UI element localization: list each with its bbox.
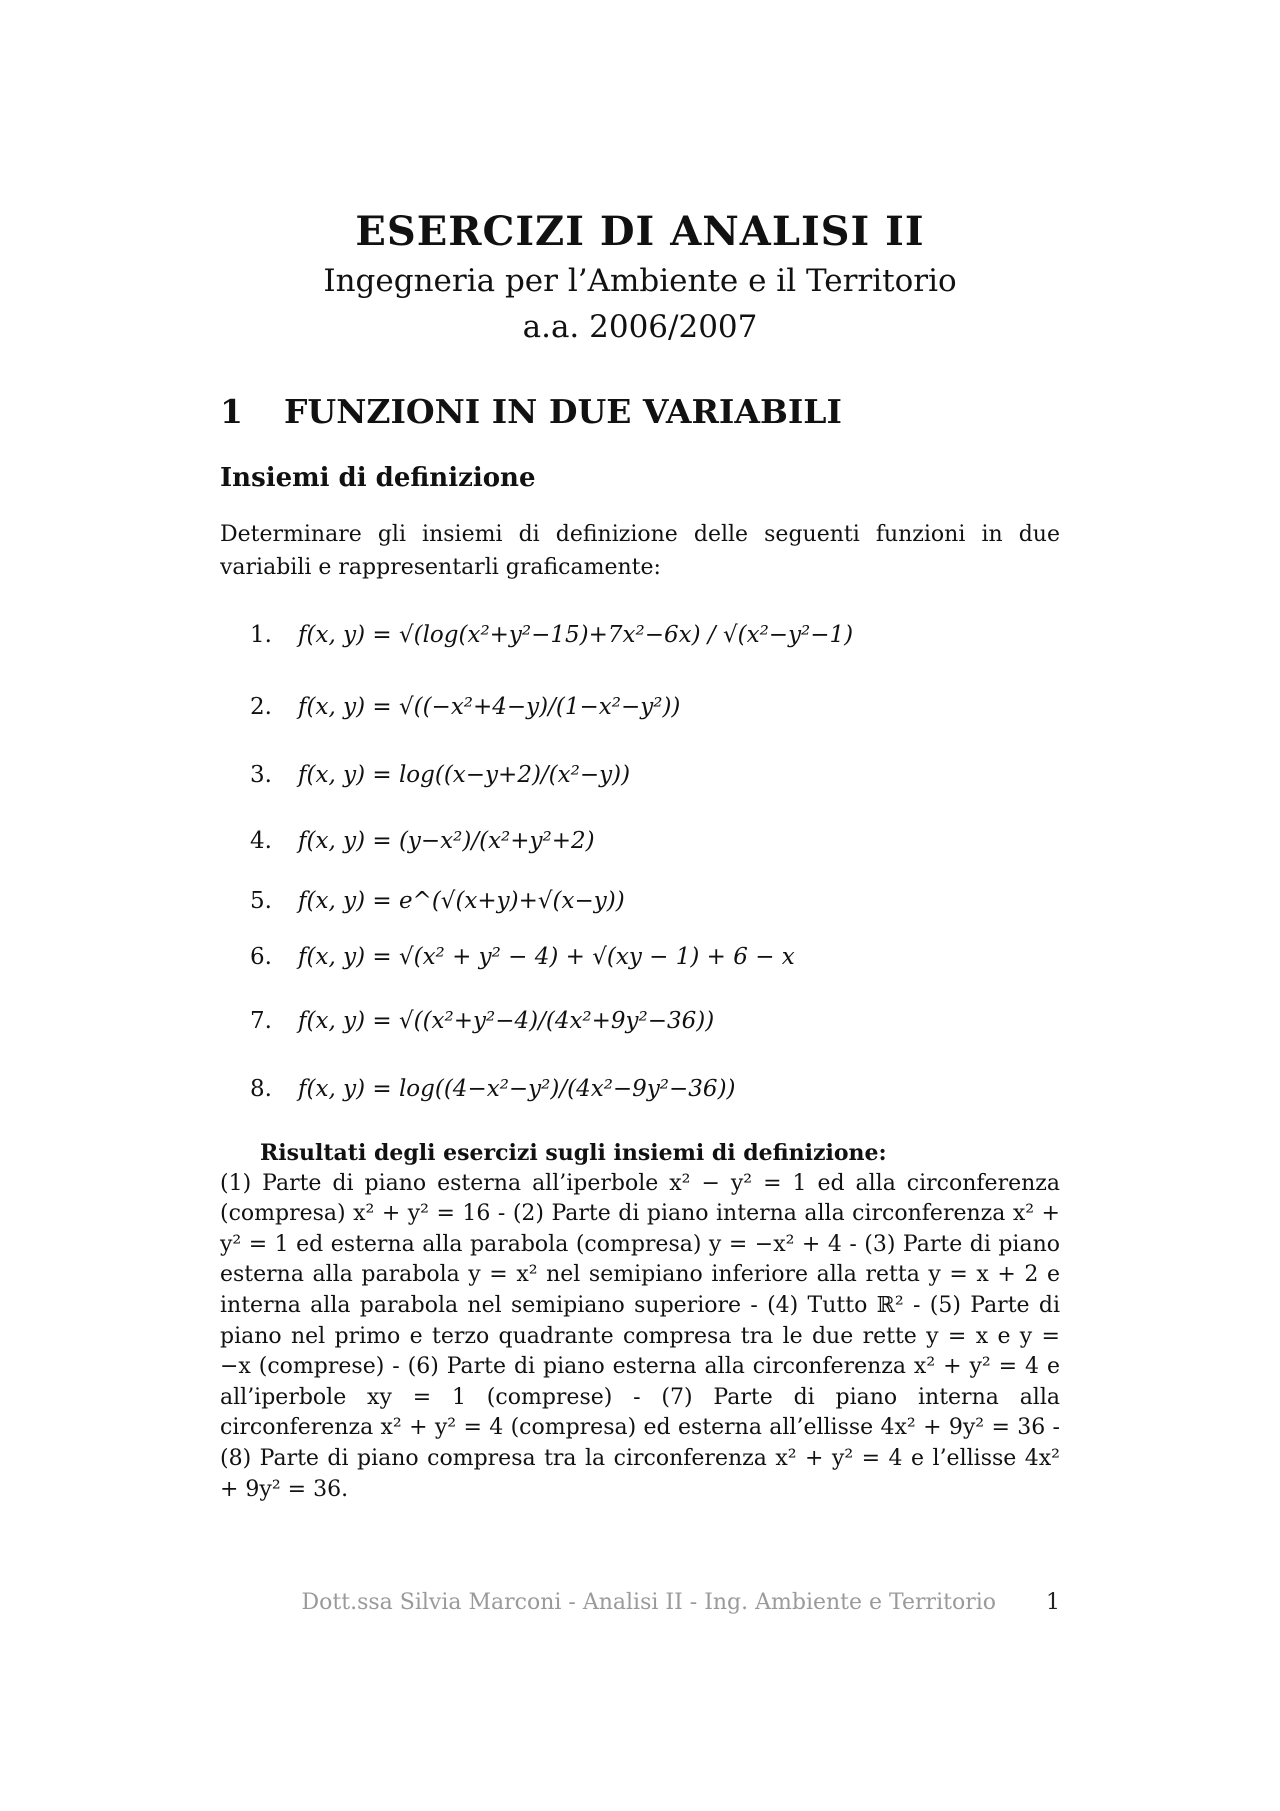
exercise-item: [250, 750, 630, 800]
results-heading: Risultati degli esercizi sugli insiemi di definizione:: [260, 1140, 887, 1166]
exercise-number: 2.: [250, 694, 272, 720]
exercise-item: [250, 682, 680, 732]
document-title: ESERCIZI DI ANALISI II: [355, 208, 925, 255]
section-title: FUNZIONI IN DUE VARIABILI: [284, 392, 842, 431]
exercise-number: 5.: [250, 888, 272, 914]
exercise-formula: f(x, y) = √((−x²+4−y)/(1−x²−y²)): [298, 694, 681, 720]
exercise-number: 6.: [250, 944, 272, 970]
exercise-item: [250, 1064, 736, 1114]
exercise-item: [250, 816, 595, 866]
intro-paragraph: Determinare gli insiemi di definizione delle seguenti funzioni in due variabili e rappresentarli graficamente:: [220, 522, 1060, 580]
exercise-formula: f(x, y) = √(x² + y² − 4) + √(xy − 1) + 6 − x: [298, 944, 795, 970]
section-heading: [220, 392, 842, 431]
title-block: [220, 206, 1060, 350]
exercise-number: 4.: [250, 828, 272, 854]
exercise-item: [250, 932, 795, 982]
exercise-number: 1.: [250, 622, 272, 648]
exercise-formula: f(x, y) = e^(√(x+y)+√(x−y)): [298, 888, 625, 914]
section-number: 1: [220, 392, 243, 431]
exercise-number: 7.: [250, 1008, 272, 1034]
exercise-formula: f(x, y) = log((4−x²−y²)/(4x²−9y²−36)): [298, 1076, 736, 1102]
results-text: (1) Parte di piano esterna all’iperbole x² − y² = 1 ed alla circonferenza (compresa) x² + y² = 16 - (2) Parte di piano interna alla circonferenza x² + y² = 1 ed esterna alla parabola (compresa) y = −x² + 4 - (3) Parte di piano esterna alla parabola y = x² nel semipiano inferiore alla retta y = x + 2 e interna alla parabola nel semipiano superiore - (4) Tutto ℝ² - (5) Parte di piano nel primo e terzo quadrante compresa tra le due rette y = x e y = −x (comprese) - (6) Parte di piano esterna alla circonferenza x² + y² = 4 e all’iperbole xy = 1 (comprese) - (7) Parte di piano interna alla circonferenza x² + y² = 4 (compresa) ed esterna all’ellisse 4x² + 9y² = 36 - (8) Parte di piano compresa tra la circonferenza x² + y² = 4 e l’ellisse 4x² + 9y² = 36.: [220, 1170, 1060, 1502]
document-subtitle: Ingegneria per l’Ambiente e il Territorio: [323, 263, 957, 299]
exercise-formula: f(x, y) = log((x−y+2)/(x²−y)): [298, 762, 631, 788]
exercise-item: [250, 996, 714, 1046]
exercise-item: [250, 610, 853, 660]
exercise-formula: f(x, y) = (y−x²)/(x²+y²+2): [298, 828, 595, 854]
academic-year: a.a. 2006/2007: [522, 309, 758, 345]
footer-text: Dott.ssa Silvia Marconi - Analisi II - Ing. Ambiente e Territorio: [301, 1590, 996, 1615]
page-number: 1: [1046, 1590, 1060, 1615]
exercise-formula: f(x, y) = √(log(x²+y²−15)+7x²−6x) / √(x²−y²−1): [298, 622, 854, 648]
results-block: [220, 1138, 1060, 1505]
subsection-heading: Insiemi di definizione: [220, 463, 536, 493]
exercise-number: 8.: [250, 1076, 272, 1102]
exercise-number: 3.: [250, 762, 272, 788]
exercise-item: [250, 876, 625, 926]
exercise-formula: f(x, y) = √((x²+y²−4)/(4x²+9y²−36)): [298, 1008, 715, 1034]
